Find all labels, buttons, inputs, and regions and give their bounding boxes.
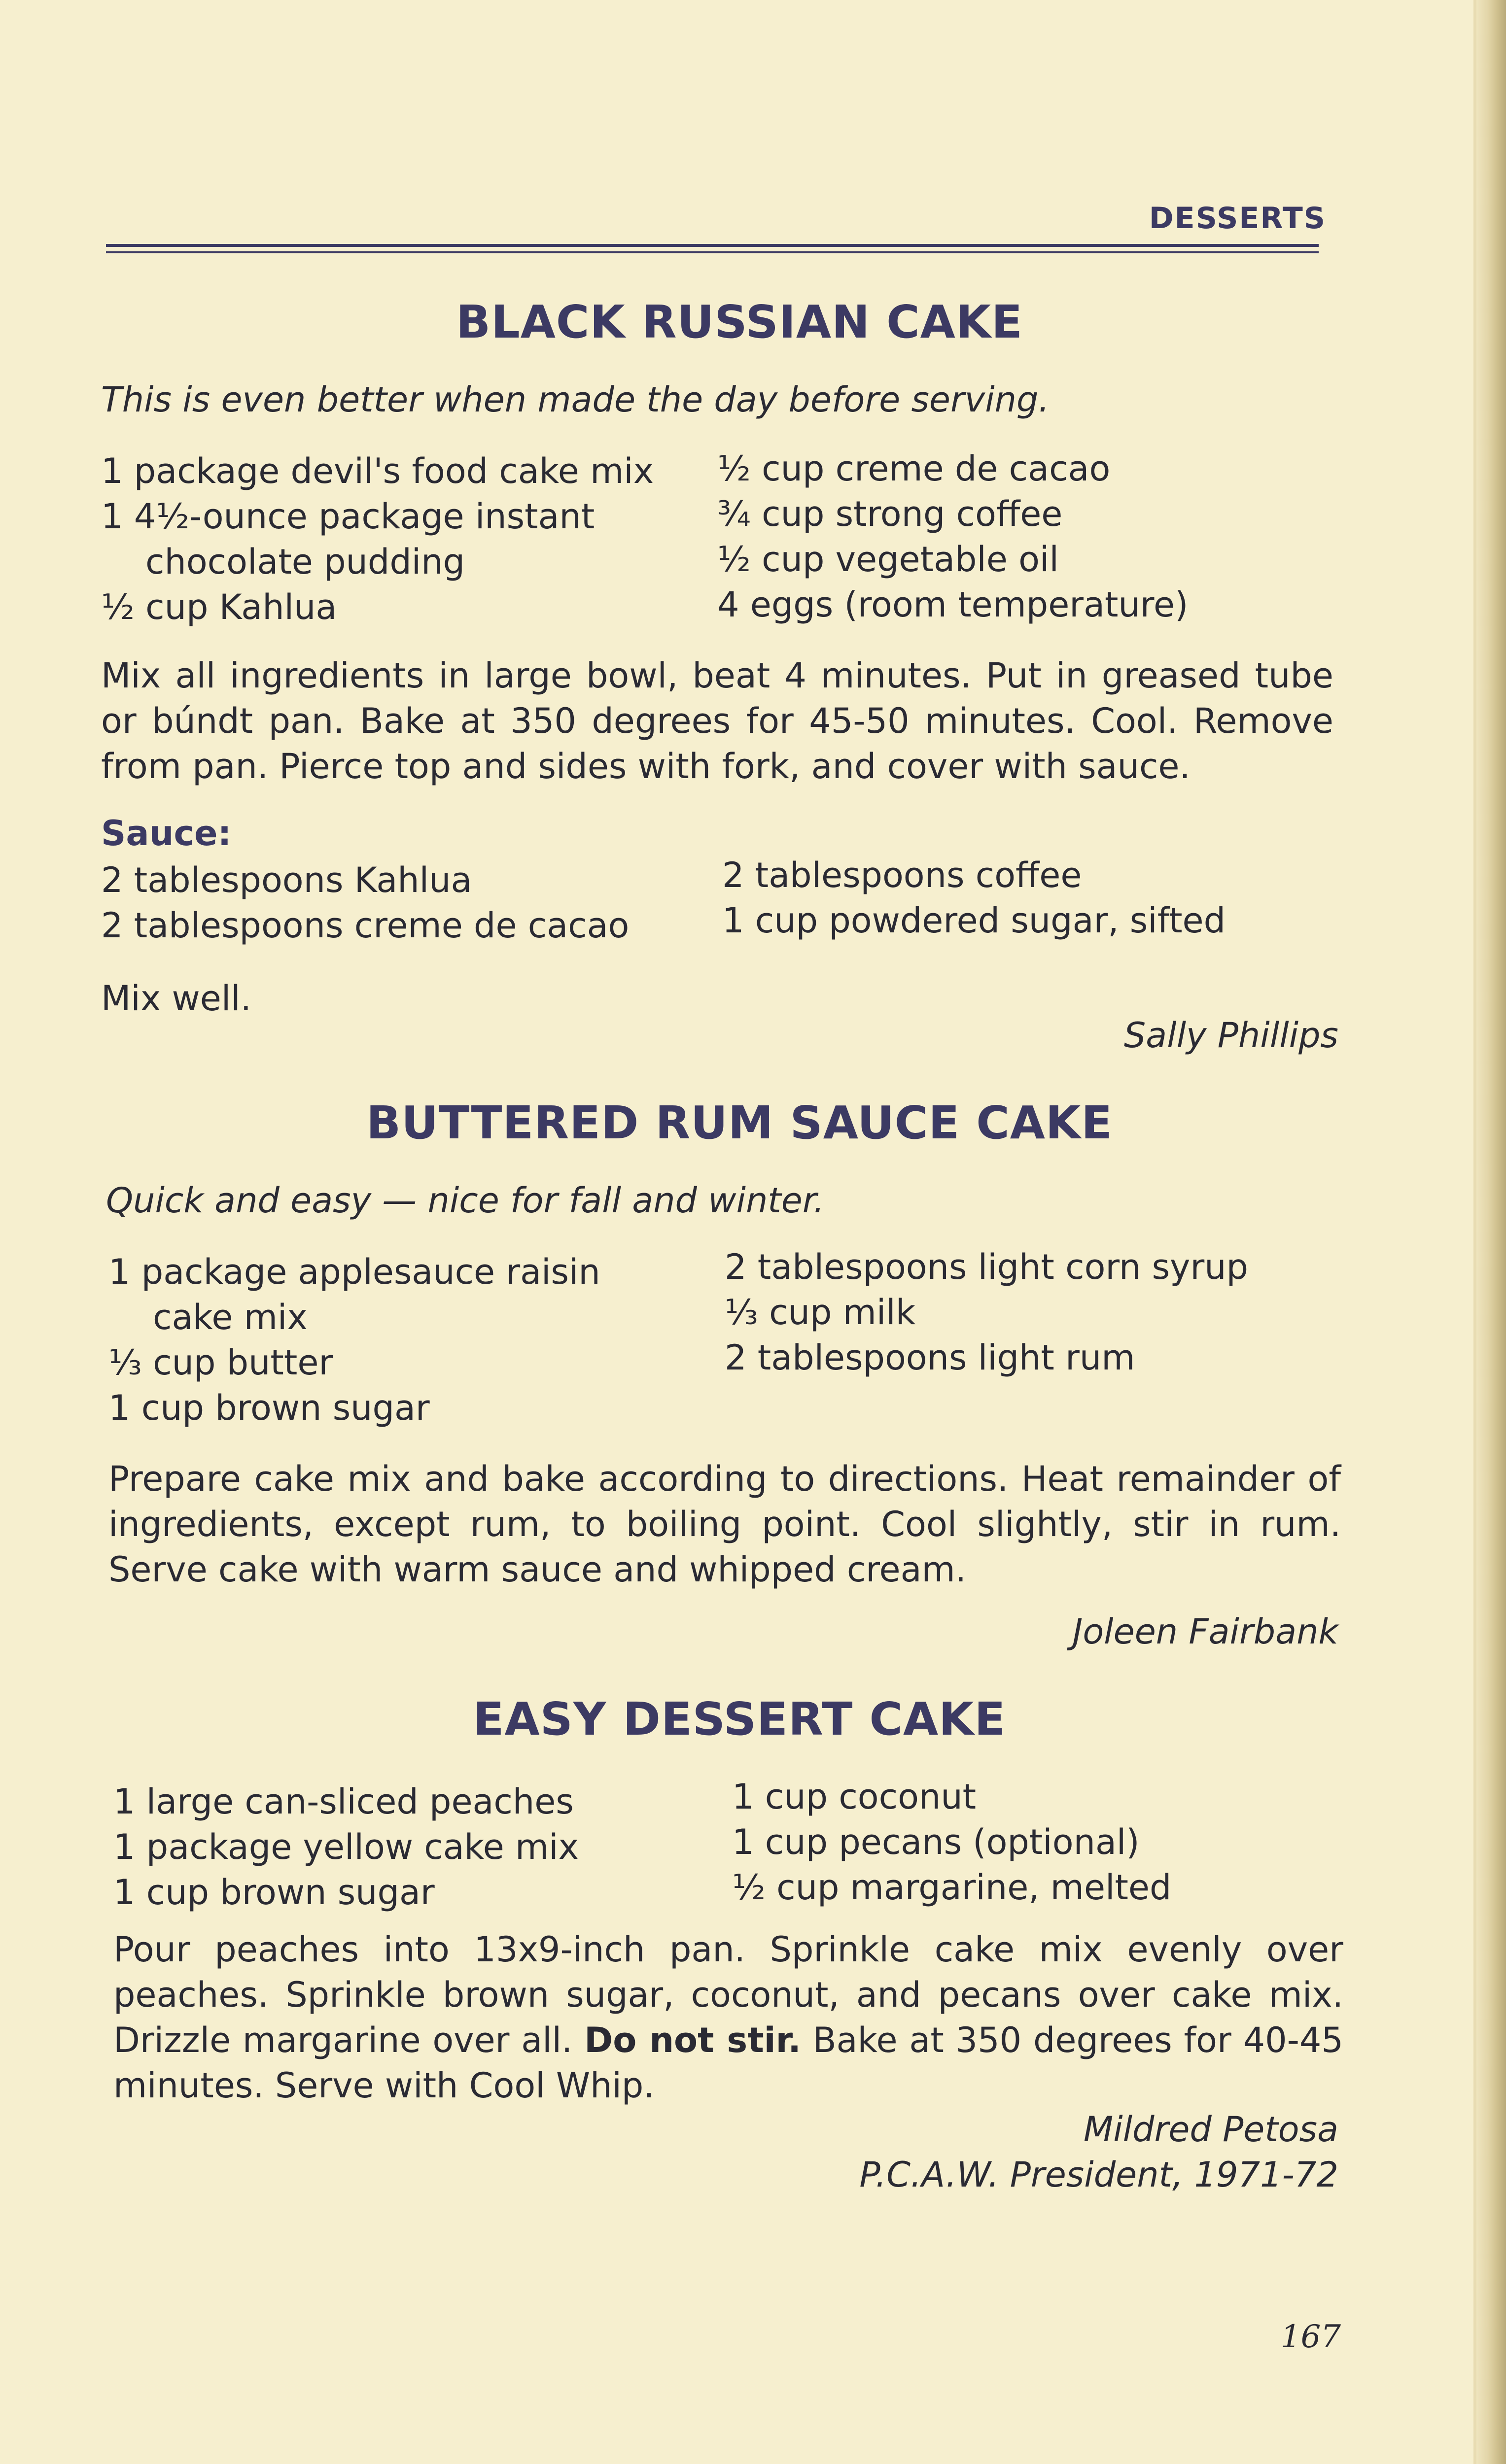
signature-title: P.C.A.W. President, 1971-72 — [859, 2155, 1338, 2195]
ingredient: 1 cup brown sugar — [113, 1872, 435, 1913]
recipe-title-buttered-rum: BUTTERED RUM SAUCE CAKE — [366, 1096, 1113, 1149]
signature-name: Joleen Fairbank — [1072, 1611, 1338, 1652]
ingredient: 1 cup pecans (optional) — [732, 1822, 1140, 1862]
sauce-ingredients-left — [101, 857, 629, 948]
ingredient: 1 cup brown sugar — [108, 1388, 430, 1428]
recipe-directions: Prepare cake mix and bake according to directions. Heat remainder of ingredients, except rum, to boiling point. Cool slightly, stir in rum. Serve cake with warm sauce and whipped cream. — [108, 1459, 1341, 1590]
signature-name: Mildred Petosa — [1083, 2109, 1338, 2150]
ingredient: 2 tablespoons light rum — [725, 1337, 1135, 1378]
ingredient: chocolate pudding — [145, 542, 465, 582]
ingredient: ½ cup creme de cacao — [717, 448, 1111, 489]
ingredient: ¾ cup strong coffee — [717, 494, 1063, 534]
signature-name: Sally Phillips — [1123, 1015, 1338, 1056]
ingredients-left — [108, 1249, 600, 1431]
recipe-intro: Quick and easy — nice for fall and winter. — [106, 1180, 825, 1221]
ingredients-left — [113, 1779, 579, 1915]
ingredient: ⅓ cup butter — [108, 1342, 333, 1383]
ingredient: 1 package devil's food cake mix — [101, 451, 654, 491]
ingredient: 1 4½-ounce package instant — [101, 496, 595, 537]
page-edge — [1476, 0, 1506, 2464]
sauce-label: Sauce: — [101, 813, 232, 854]
recipe-signature — [1073, 1609, 1338, 1654]
sauce-directions: Mix well. — [101, 978, 251, 1019]
ingredient: 1 package yellow cake mix — [113, 1827, 579, 1867]
ingredient: 2 tablespoons creme de cacao — [101, 905, 630, 946]
ingredient: cake mix — [153, 1297, 308, 1337]
directions-text: Bake at 350 degrees for 40-45 minutes. Serve with Cool Whip. — [113, 2020, 1343, 2106]
ingredient: ½ cup margarine, melted — [732, 1867, 1172, 1908]
ingredient: ⅓ cup milk — [725, 1292, 916, 1333]
ingredients-right — [717, 446, 1188, 627]
page-number: 167 — [1280, 2319, 1341, 2355]
recipe-directions: Mix all ingredients in large bowl, beat 4 minutes. Put in greased tube or búndt pan. Bake at 350 degrees for 45-50 minutes. Cool. Remove from pan. Pierce top and sides with fork, and cover with sauce. — [101, 655, 1333, 787]
recipe-intro: This is even better when made the day before serving. — [101, 379, 1050, 420]
ingredient: 2 tablespoons light corn syrup — [725, 1247, 1249, 1287]
recipe-title-easy-dessert: EASY DESSERT CAKE — [473, 1693, 1006, 1745]
ingredient: 2 tablespoons Kahlua — [101, 860, 472, 900]
ingredient: ½ cup Kahlua — [101, 587, 337, 627]
ingredients-left — [101, 448, 654, 630]
section-header: DESSERTS — [1149, 201, 1326, 236]
recipe-signature — [859, 2107, 1338, 2197]
directions-emphasis: Do not stir. — [584, 2020, 801, 2060]
ingredient: 1 cup powdered sugar, sifted — [722, 900, 1226, 941]
ingredient: 2 tablespoons coffee — [722, 855, 1082, 895]
header-rule-bottom — [106, 251, 1319, 253]
ingredient: ½ cup vegetable oil — [717, 539, 1059, 580]
recipe-title-black-russian: BLACK RUSSIAN CAKE — [455, 296, 1023, 348]
ingredients-right — [732, 1774, 1171, 1910]
recipe-directions — [113, 1927, 1343, 2108]
ingredient: 1 cup coconut — [732, 1777, 977, 1817]
ingredient: 1 large can-sliced peaches — [113, 1781, 574, 1822]
sauce-ingredients-right — [722, 853, 1226, 943]
ingredient: 1 package applesauce raisin — [108, 1252, 600, 1292]
header-rule-top — [106, 244, 1319, 247]
ingredients-right — [725, 1244, 1248, 1380]
ingredient: 4 eggs (room temperature) — [717, 584, 1189, 625]
directions-text: Pour peaches into 13x9-inch pan. Sprinkle cake mix evenly over peaches. Sprinkle brown sugar, coconut, and pecans over cake mix. Drizzle margarine over all. — [113, 1929, 1343, 2060]
recipe-signature — [1124, 1013, 1338, 1058]
